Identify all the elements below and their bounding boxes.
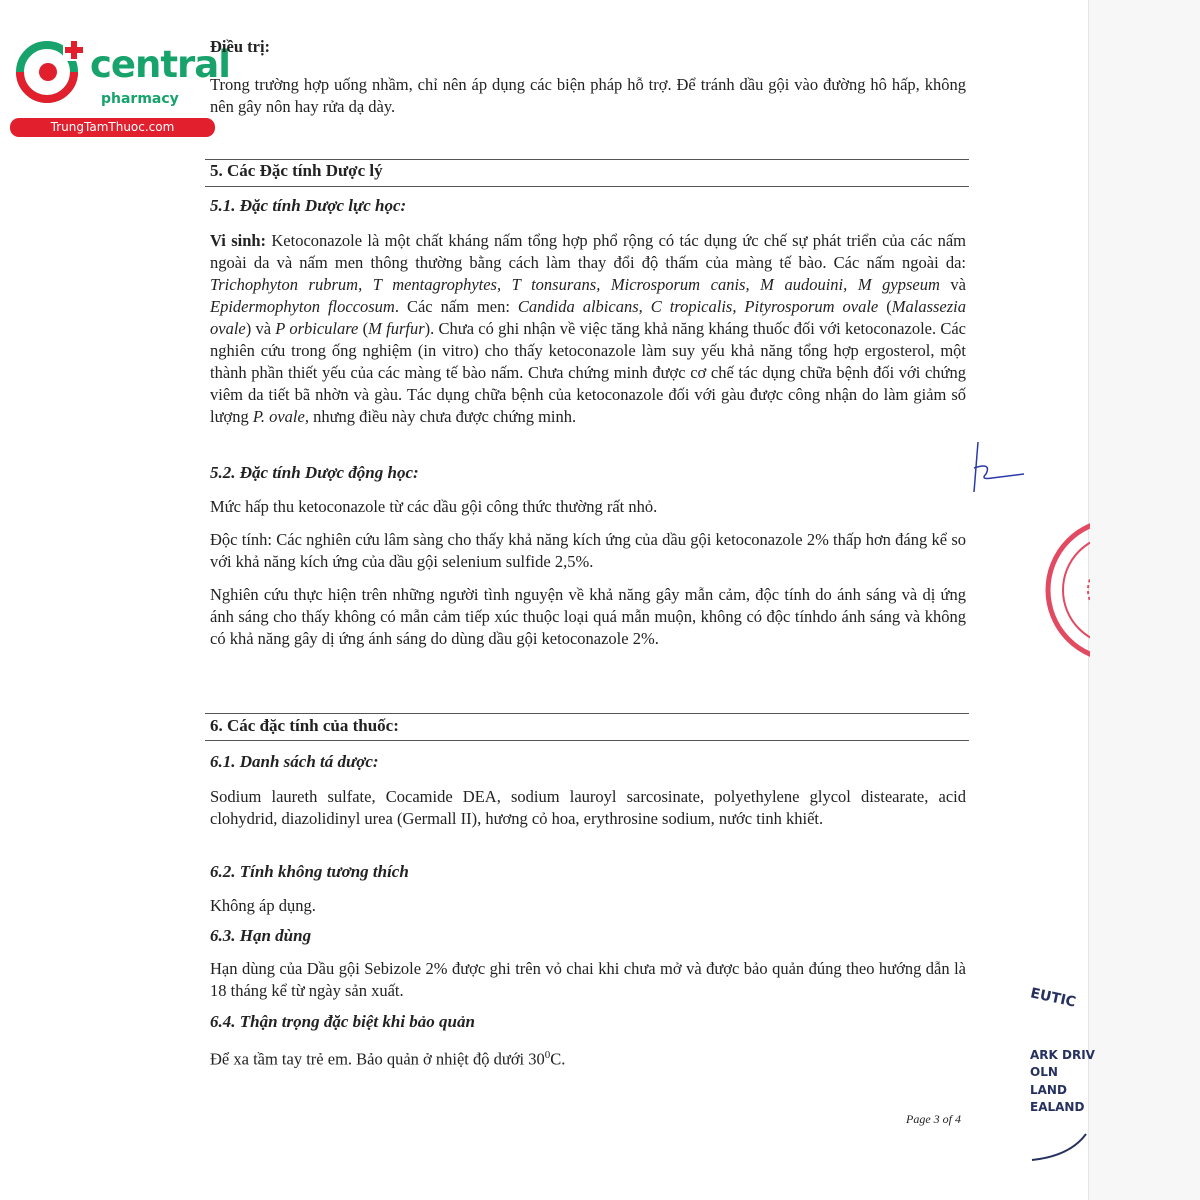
section-6-title: 6. Các đặc tính của thuốc: xyxy=(210,716,399,735)
logo-website-link[interactable]: TrungTamThuoc.com xyxy=(10,118,215,137)
seal-border-arc xyxy=(1030,1130,1088,1170)
excipients-text: Sodium laureth sulfate, Cocamide DEA, sodium lauroyl sarcosinate, polyethylene glycol distearate, acid clohydrid, diazolidinyl urea (Germall II), hương cỏ hoa, erythrosine sodium, nước tinh khiết. xyxy=(210,787,966,828)
dermatophyte-species-2: Epidermophyton floccosum xyxy=(210,297,395,316)
seal-line-3: LAND xyxy=(1030,1083,1067,1097)
page-number: Page 3 of 4 xyxy=(906,1112,961,1126)
section-6-top-rule xyxy=(205,713,969,714)
yeast-species: Candida albicans, C tropicalis, Pityrosporum ovale xyxy=(517,297,879,316)
subsection-5-2-title: 5.2. Đặc tính Dược động học: xyxy=(210,463,419,482)
subsection-6-2-title: 6.2. Tính không tương thích xyxy=(210,862,409,881)
section-5-top-rule xyxy=(205,159,969,160)
section-5-bottom-rule xyxy=(205,186,969,187)
incompatibility-text: Không áp dụng. xyxy=(210,896,316,915)
treatment-heading: Điều trị: xyxy=(210,37,271,56)
signature-mark xyxy=(962,440,1032,500)
subsection-6-4-title: 6.4. Thận trọng đặc biệt khi bảo quản xyxy=(210,1012,475,1031)
shelf-life-text: Hạn dùng của Dầu gội Sebizole 2% được ghi trên vỏ chai khi chưa mở và được bảo quản đúng theo hướng dẫn là 18 tháng kể từ ngày sản xuất. xyxy=(210,959,966,1000)
subsection-6-3-title: 6.3. Hạn dùng xyxy=(210,926,312,945)
section-5-title: 5. Các Đặc tính Dược lý xyxy=(210,161,383,180)
sensitization-paragraph: Nghiên cứu thực hiện trên những người tình nguyện về khả năng gây mẫn cảm, độc tính do ánh sáng và dị ứng ánh sáng cho thấy không có mẫn cảm tiếp xúc thuộc loại quá mẫn muộn, không có độc tínhdo ánh sáng và không có khả năng gây dị ứng ánh sáng do dùng dầu gội ketoconazole 2%. xyxy=(210,585,966,648)
red-stamp xyxy=(1040,510,1090,670)
storage-text: Để xa tầm tay trẻ em. Bảo quản ở nhiệt độ dưới $30^0C$. xyxy=(210,1049,566,1069)
absorption-paragraph: Mức hấp thu ketoconazole từ các dầu gội công thức thường rất nhỏ. xyxy=(210,497,658,516)
treatment-text: Trong trường hợp uống nhầm, chỉ nên áp dụng các biện pháp hỗ trợ. Để tránh dầu gội vào đường hô hấp, không nên gây nôn hay rửa dạ dày. xyxy=(210,75,966,116)
seal-arc-text: EUTIC xyxy=(1028,985,1078,1011)
dermatophyte-species: Trichophyton rubrum, T mentagrophytes, T tonsurans, Microsporum canis, M audouini, M gypseum xyxy=(210,275,940,294)
subsection-6-1-title: 6.1. Danh sách tá dược: xyxy=(210,752,379,771)
seal-line-4: EALAND xyxy=(1030,1100,1085,1114)
page-edge xyxy=(1088,0,1200,1200)
microbiology-paragraph: Vi sinh: Ketoconazole là một chất kháng nấm tổng hợp phổ rộng có tác dụng ức chế sự phát triển của các nấm ngoài da và nấm men thông thường bằng cách làm thay đổi độ thấm của màng tế bào. Các nấm ngoài da: Trichophyton rubrum, T mentagrophytes, T tonsurans, Microsporum canis, M audouini, M gypseum và Epidermophyton floccosum. Các nấm men: Candida albicans, C tropicalis, Pityrosporum ovale (Malassezia ovale) và P orbiculare (M furfur). Chưa có ghi nhận về việc tăng khả năng kháng thuốc đối với ketoconazole. Các nghiên cứu trong ống nghiệm (in vitro) cho thấy ketoconazole làm suy yếu khả năng tổng hợp ergosterol, một thành phần thiết yếu của các màng tế bào nấm. Chưa chứng minh được cơ chế tác dụng chữa bệnh đối với chứng viêm da tiết bã nhờn và gàu. Tác dụng chữa bệnh của ketoconazole đối với gàu được công nhận do làm giảm số lượng P. ovale, nhưng điều này chưa được chứng minh. xyxy=(210,231,967,426)
seal-line-2: OLN xyxy=(1030,1065,1058,1079)
logo-subtitle: pharmacy xyxy=(101,91,179,107)
logo-name: central xyxy=(90,43,230,86)
seal-line-1: ARK DRIV xyxy=(1030,1048,1095,1062)
subsection-5-1-title: 5.1. Đặc tính Dược lực học: xyxy=(210,196,407,215)
section-6-bottom-rule xyxy=(205,740,969,741)
microbiology-lead: Vi sinh: xyxy=(210,231,267,250)
logo-mark-icon xyxy=(10,36,90,116)
toxicity-paragraph: Độc tính: Các nghiên cứu lâm sàng cho thấy khả năng kích ứng của dầu gội ketoconazole 2% thấp hơn đáng kể so với khả năng kích ứng của dầu gội selenium sulfide 2,5%. xyxy=(210,530,966,571)
central-pharmacy-logo[interactable] xyxy=(10,36,230,136)
